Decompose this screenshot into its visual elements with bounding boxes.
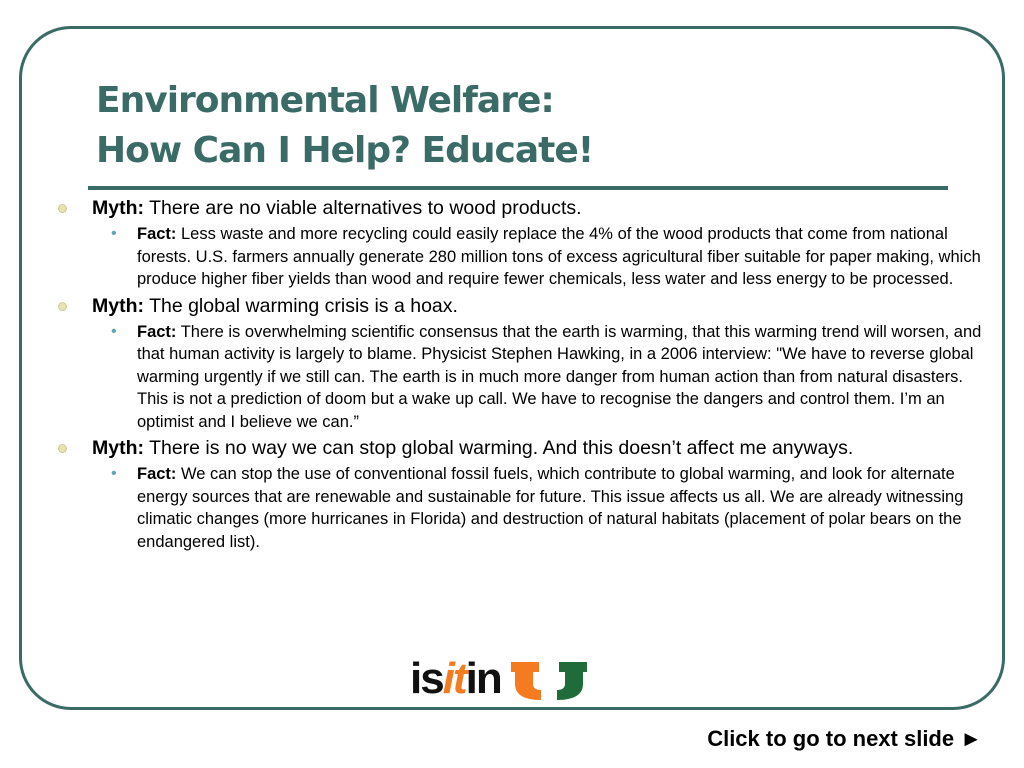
- fact-item-2: [52, 321, 987, 434]
- sub-bullet-icon: •: [111, 465, 117, 482]
- myth-item-3: [52, 437, 987, 460]
- title-line-1: Environmental Welfare:: [96, 80, 554, 121]
- next-slide-link[interactable]: Click to go to next slide ►: [707, 726, 982, 751]
- sub-bullet-icon: •: [111, 225, 117, 242]
- slide-title: [96, 76, 796, 176]
- u-logo-icon: [509, 656, 589, 709]
- sub-bullet-icon: •: [111, 322, 117, 340]
- fact-text: There is overwhelming scientific consensus that the earth is warming, that this warming trend will worsen, and that human activity is largely to blame. Physicist Stephen Hawking, in a 2006 interview: "We have to reverse global warming urgently if we still can. The earth is in much more danger from human action than from natural disasters. This is not a prediction of doom but a wake up call. We have to recognise the dangers and control them. I’m an optimist and I believe we can.”: [137, 322, 982, 431]
- myth-text: There are no viable alternatives to wood products.: [144, 197, 582, 219]
- fact-text: Less waste and more recycling could easily replace the 4% of the wood products that come from national forests. U.S. farmers annually generate 280 million tons of excess agricultural fiber suitable for paper making, which produce higher fiber yields than wood and require fewer chemicals, less water and less energy to be processed.: [137, 225, 981, 288]
- myth-label: Myth:: [92, 437, 144, 459]
- logo-text-it: it: [442, 654, 466, 703]
- bullet-icon: [58, 204, 67, 213]
- myth-item-2: [52, 295, 987, 318]
- fact-text: We can stop the use of conventional fossil fuels, which contribute to global warming, and look for alternate energy sources that are renewable and sustainable for future. This issue affects us all. We are already witnessing climatic changes (more hurricanes in Florida) and destruction of natural habitats (placement of polar bears on the endangered list).: [137, 465, 964, 551]
- logo-text-is: is: [410, 654, 443, 703]
- fact-item-1: [52, 223, 987, 291]
- fact-label: Fact:: [137, 322, 177, 341]
- myth-item-1: [52, 197, 987, 220]
- myth-label: Myth:: [92, 294, 144, 317]
- fact-item-3: [52, 463, 987, 553]
- bullet-icon: [58, 444, 67, 453]
- slide-content: [52, 194, 987, 557]
- myth-text: The global warming crisis is a hoax.: [144, 294, 458, 317]
- logo-text-in: in: [465, 654, 501, 703]
- bullet-icon: [58, 302, 67, 311]
- myth-text: There is no way we can stop global warming. And this doesn’t affect me anyways.: [144, 437, 854, 459]
- fact-label: Fact:: [137, 225, 177, 243]
- title-divider: [88, 186, 948, 190]
- fact-label: Fact:: [137, 465, 177, 483]
- is-it-in-u-logo: [410, 656, 589, 702]
- title-line-2: How Can I Help? Educate!: [96, 130, 594, 171]
- myth-label: Myth:: [92, 197, 144, 219]
